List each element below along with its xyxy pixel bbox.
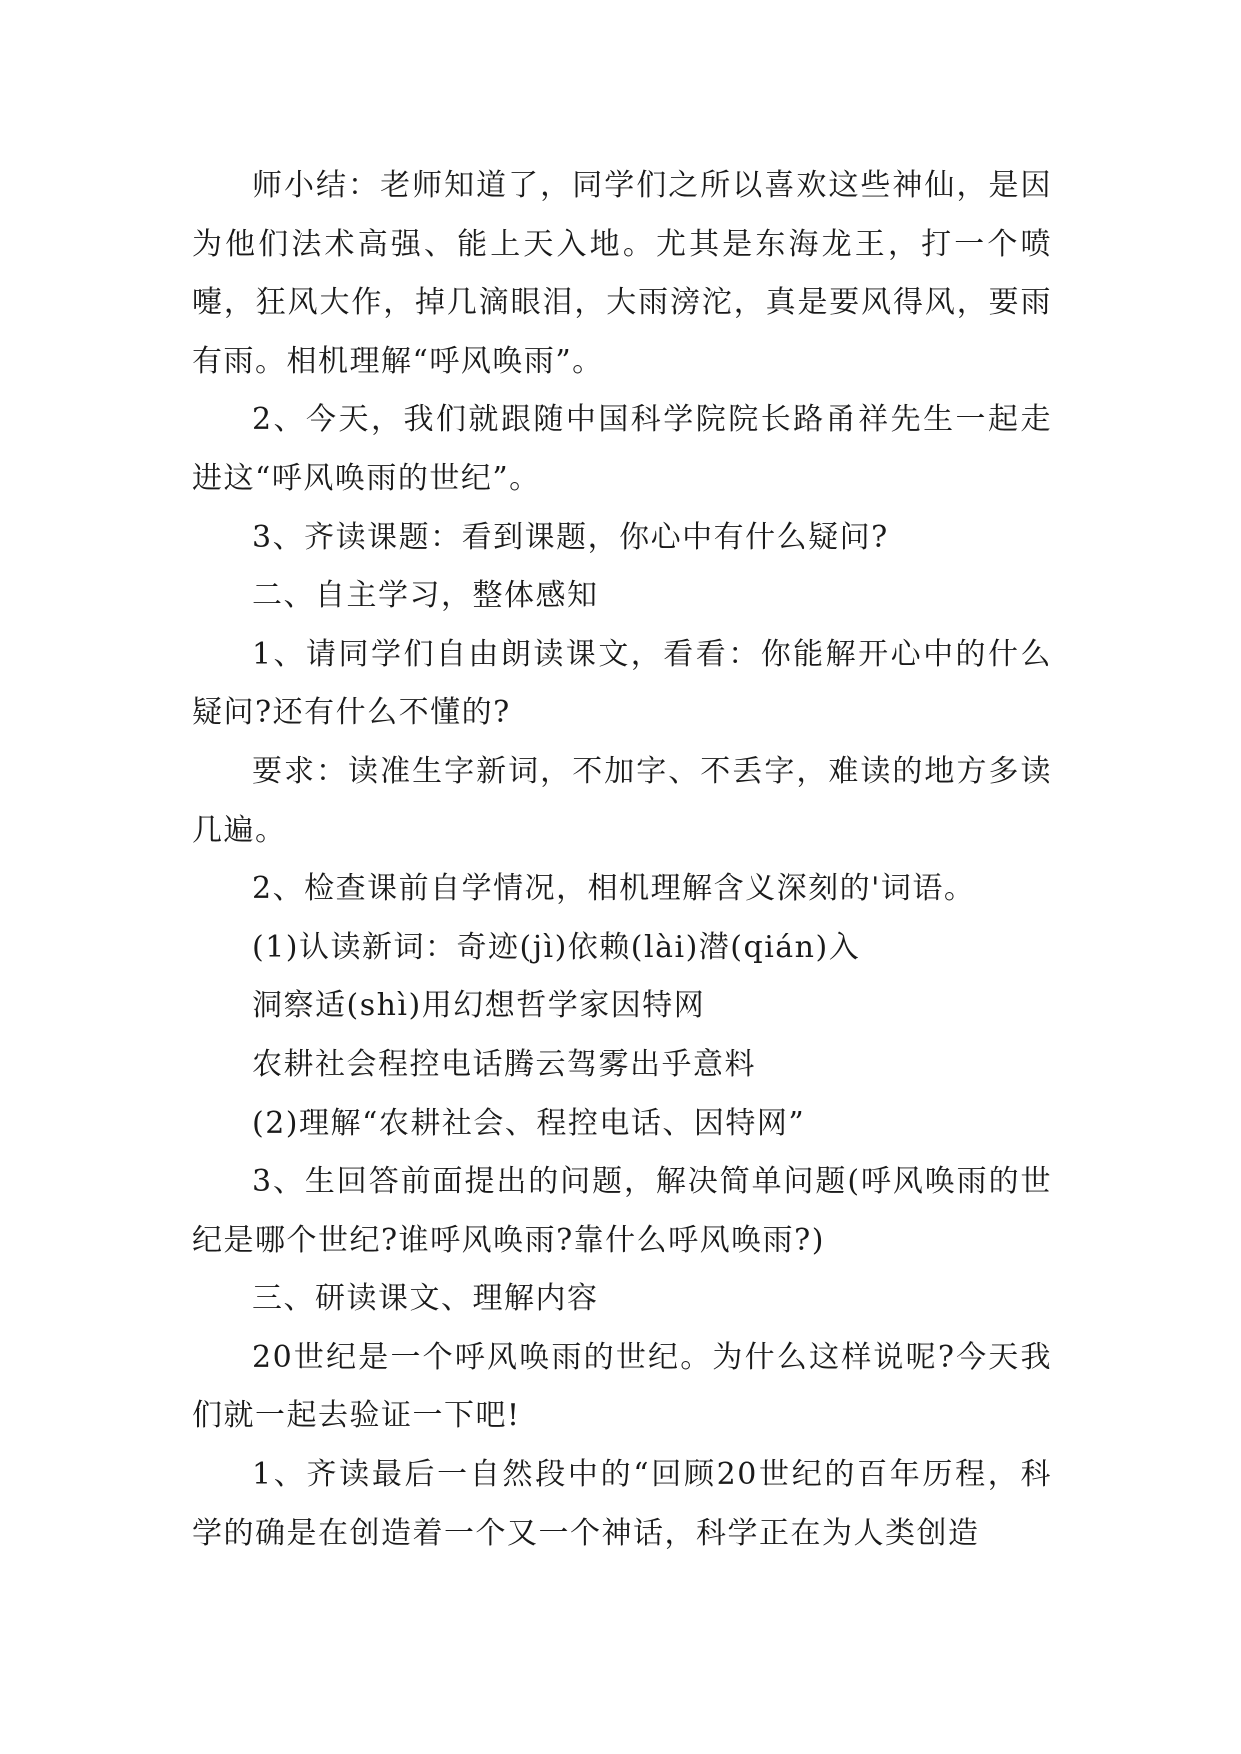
section-heading-3: 三、研读课文、理解内容 — [252, 1281, 599, 1317]
paragraph-20th-century: 20世纪是一个呼风唤雨的世纪。为什么这样说呢?今天我们就一起去验证一下吧! — [192, 1339, 1052, 1434]
vocab-understanding: (2)理解“农耕社会、程控电话、因特网” — [252, 1105, 806, 1141]
paragraph-answer-questions: 3、生回答前面提出的问题，解决简单问题(呼风唤雨的世纪是哪个世纪?谁呼风唤雨?靠什么呼风唤雨?) — [192, 1164, 1052, 1258]
vocab-line-3: 农耕社会程控电话腾云驾雾出乎意料 — [252, 1046, 756, 1082]
paragraph-read-last-section: 1、齐读最后一自然段中的“回顾20世纪的百年历程，科学的确是在创造着一个又一个神话，科学正在为人类创造 — [192, 1457, 1052, 1551]
paragraph-step-3: 3、齐读课题：看到课题，你心中有什么疑问? — [252, 519, 889, 555]
document-page — [192, 157, 1052, 1563]
section-heading-2: 二、自主学习，整体感知 — [252, 578, 599, 614]
vocab-line-2: 洞察适(shì)用幻想哲学家因特网 — [252, 988, 706, 1024]
paragraph-teacher-summary: 师小结：老师知道了，同学们之所以喜欢这些神仙，是因为他们法术高强、能上天入地。尤其是东海龙王，打一个喷嚏，狂风大作，掉几滴眼泪，大雨滂沱，真是要风得风，要雨有雨。相机理解“呼风唤雨”。 — [192, 168, 1052, 379]
paragraph-free-reading: 1、请同学们自由朗读课文，看看：你能解开心中的什么疑问?还有什么不懂的? — [192, 636, 1052, 731]
paragraph-requirements: 要求：读准生字新词，不加字、不丢字，难读的地方多读几遍。 — [192, 753, 1052, 848]
paragraph-step-2: 2、今天，我们就跟随中国科学院院长路甬祥先生一起走进这“呼风唤雨的世纪”。 — [192, 402, 1052, 496]
paragraph-check-preview: 2、检查课前自学情况，相机理解含义深刻的'词语。 — [252, 871, 976, 907]
vocab-line-1: (1)认读新词：奇迹(jì)依赖(lài)潜(qián)入 — [252, 929, 861, 965]
